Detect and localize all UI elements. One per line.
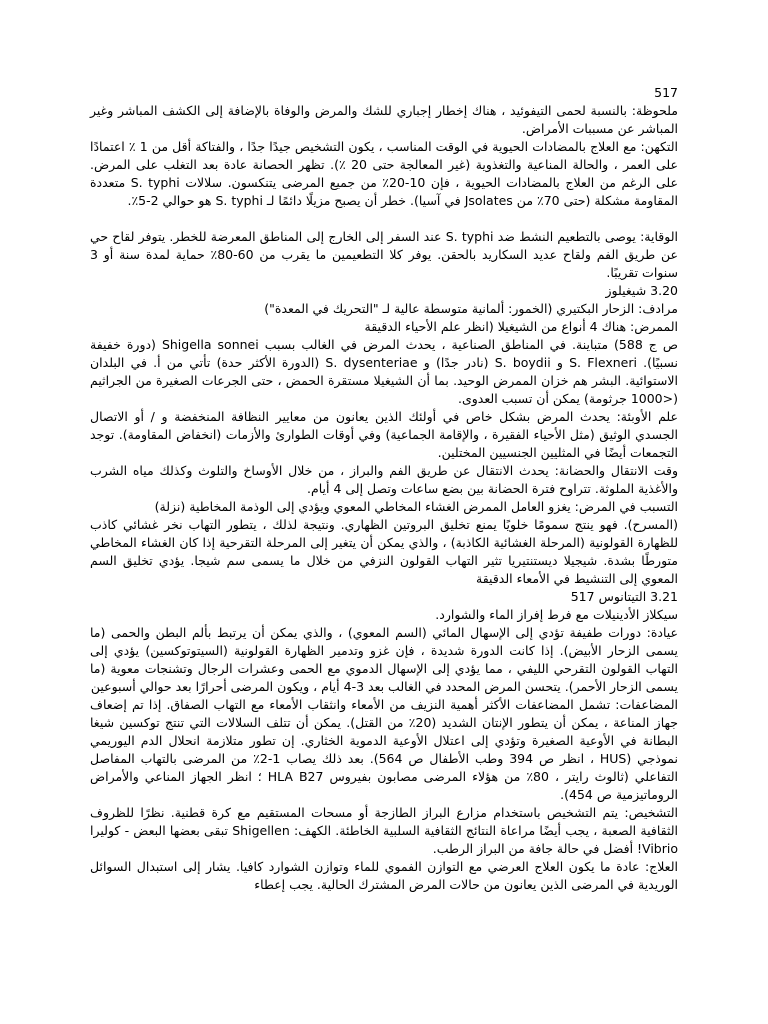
running-header-tetanus: 3.21 التيتانوس 517 [570, 589, 678, 604]
paragraph-transmission: وقت الانتقال والحضانة: يحدث الانتقال عن طريق الفم والبراز ، من خلال الأوساخ والتلوث وكذلك مياه الشرب والأغذية الملوثة. تتراوح فترة الحضانة بين بضع ساعات وتصل إلى 4 أيام. [90, 463, 678, 496]
page-number: 517 [654, 85, 678, 100]
paragraph-synonym: مرادف: الزحار البكتيري (الخمور: ألمانية متوسطة عالية لـ "التحريك في المعدة") [264, 301, 678, 316]
paragraph-complications: المضاعفات: تشمل المضاعفات الأكثر أهمية النزيف من الأمعاء وانثقاب الأمعاء مع التهاب الصفاق. إذا تم إضعاف جهاز المناعة ، يمكن أن يتطور الإنتان الشديد (20٪ من القتل). يمكن أن تتلف السلالات التي تنتج توكسين شيغا البطانة في الأوعية الصغيرة وتؤدي إلى اعتلال الأوعية الدموية الخثاري. إن تطور متلازمة انحلال الدم اليوريمي نموذجي (HUS ، انظر ص 394 وطب الأطفال ص 564). بعد ذلك يصاب 1-2٪ من المرضى بالتهاب المفاصل التفاعلي (ثالوث رايتر ، 80٪ من هؤلاء المرضى مصابون بفيروس HLA B27 ؛ انظر الجهاز المناعي والأمراض الروماتيزمية ص 454). [90, 697, 679, 802]
blank-line [90, 210, 678, 228]
section-heading-shigellosis: 3.20 شيغيلوز [605, 283, 678, 298]
paragraph-stage: (المسرح). فهو ينتج سمومًا خلويًا يمنع تخليق البروتين الظهاري. ونتيجة لذلك ، يتطور التهاب نخر غشائي كاذب للظهارة القولونية (المرحلة الغشائية الكاذبة) ، والذي يمكن أن يتغير إلى المرحلة التقرحية إذا كان الغشاء المخاطي متورطًا بشدة. شيجيلا ديستنتيريا تثير التهاب القولون النزفي من خلال ما يسمى سم شيجا. يؤدي تخليق السم المعوي إلى التنشيط في الأمعاء الدقيقة [90, 517, 678, 586]
paragraph-pathogen: الممرض: هناك 4 أنواع من الشيغيلا (انظر علم الأحياء الدقيقة [364, 319, 678, 334]
paragraph-pathogen-types: ص ج 588) متباينة. في المناطق الصناعية ، يحدث المرض في الغالب بسبب Shigella sonnei (دورة خفيفة نسبيًا). S. Flexneri و S. boydii (نادر جدًا) و S. dysenteriae (الدورة الأكثر حدة) تأتي من أ. في البلدان الاستوائية. البشر هم خزان الممرض الوحيد. بما أن الشيغيلا مستقرة الحمض ، حتى الجرعات الصغيرة من الجراثيم (<1000 جرثومة) يمكن أن تسبب العدوى. [90, 337, 679, 406]
paragraph-treatment: العلاج: عادة ما يكون العلاج العرضي مع التوازن الفموي للماء وتوازن الشوارد كافيا. يشار إلى استبدال السوائل الوريدية في المرضى الذين يعانون من حالات المرض المشترك الحالية. يجب إعطاء [90, 859, 678, 892]
paragraph-prognosis: التكهن: مع العلاج بالمضادات الحيوية في الوقت المناسب ، يكون التشخيص جيدًا جدًا ، والفتاكة أقل من 1 ٪ اعتمادًا على العمر ، والحالة المناعية والتغذوية (غير المعالجة حتى 20 ٪). تظهر الحصانة عادة بعد التغلب على المرض. على الرغم من العلاج بالمضادات الحيوية ، فإن 10-20٪ من جميع المرضى يتنكسون. سلالات S. typhi متعددة المقاومة مشكلة (حتى 70٪ من Jsolates في آسيا). خطر أن يصبح مزيلًا دائمًا لـ S. typhi هو حوالي 2-5٪. [90, 139, 678, 208]
paragraph-adenylate-cyclase: سيكلاز الأدينيلات مع فرط إفراز الماء والشوارد. [435, 607, 678, 622]
paragraph-pathogenesis: التسبب في المرض: يغزو العامل الممرض الغشاء المخاطي المعوي ويؤدي إلى الوذمة المخاطية (نزلة) [154, 499, 678, 514]
paragraph-diagnosis: التشخيص: يتم التشخيص باستخدام مزارع البراز الطازجة أو مسحات المستقيم مع كرة قطنية. نظرًا للظروف الثقافية الصعبة ، يجب أيضًا مراعاة النتائج الثقافية السلبية الخاطئة. الكهف: Shigellen تبقى بعضها البعض - كوليرا Vibrio! أفضل في حالة جافة من البراز الرطب. [90, 805, 678, 856]
paragraph-prevention: الوقاية: يوصى بالتطعيم النشط ضد S. typhi عند السفر إلى الخارج إلى المناطق المعرضة للخطر. يتوفر لقاح حي عن طريق الفم ولقاح عديد السكاريد بالحقن. يوفر كلا التطعيمين ما يقرب من 60-80٪ حماية لمدة سنة أو 3 سنوات تقريبًا. [90, 229, 678, 280]
paragraph-note: ملحوظة: بالنسبة لحمى التيفوئيد ، هناك إخطار إجباري للشك والمرض والوفاة بالإضافة إلى الكشف المباشر وغير المباشر عن مسببات الأمراض. [90, 103, 678, 136]
paragraph-epidemiology: علم الأوبئة: يحدث المرض بشكل خاص في أولئك الذين يعانون من معايير النظافة المنخفضة و / أو الاتصال الجسدي الوثيق (مثل الأحياء الفقيرة ، والإقامة الجماعية) وفي أوقات الطوارئ والأزمات (انخفاض المقاومة). توجد التجمعات أيضًا في المثليين الجنسيين المختلين. [90, 409, 678, 460]
document-page [90, 84, 678, 894]
paragraph-clinic: عيادة: دورات طفيفة تؤدي إلى الإسهال المائي (السم المعوي) ، والذي يمكن أن يرتبط بألم البطن والحمى (ما يسمى الزحار الأبيض). إذا كانت الدورة شديدة ، فإن غزو وتدمير الظهارة القولونية (السيتوتوكسين) يؤدي إلى التهاب القولون التقرحي الليفي ، مما يؤدي إلى الإسهال الدموي مع الحمى وعشرات الرجال وتشنجات معوية (ما يسمى الزحار الأحمر). يتحسن المرض المحدد في الغالب بعد 3-4 أيام ، ويكون المرضى أحرارًا بعد حوالي أسبوعين [90, 625, 678, 694]
